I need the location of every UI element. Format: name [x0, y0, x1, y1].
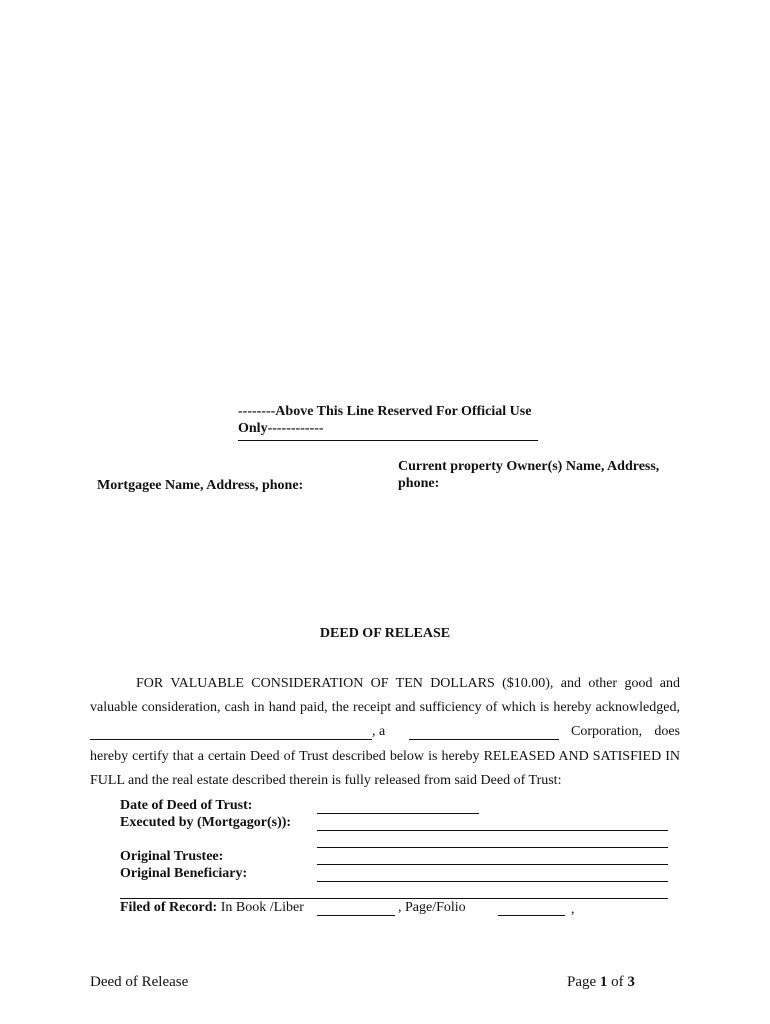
- official-use-line1: --------Above This Line Reserved For Official Use: [238, 404, 532, 419]
- body-line-4: hereby certify that a certain Deed of Trust described below is hereby RELEASED AND SATISFIED IN: [90, 749, 680, 764]
- page-indicator: [567, 974, 635, 991]
- original-beneficiary-blank[interactable]: [317, 881, 668, 882]
- mortgagee-label: Mortgagee Name, Address, phone:: [97, 478, 304, 493]
- original-trustee-label: Original Trustee:: [120, 849, 224, 864]
- fields-divider: [120, 898, 668, 899]
- page-folio-label: , Page/Folio: [398, 900, 466, 915]
- original-beneficiary-label: Original Beneficiary:: [120, 866, 248, 881]
- body-line-5: FULL and the real estate described therein is fully released from said Deed of Trust:: [90, 773, 562, 788]
- in-book-label: In Book /Liber: [220, 900, 304, 915]
- page-prefix: Page: [567, 974, 597, 990]
- page-of: of: [611, 974, 624, 990]
- date-of-deed-blank[interactable]: [317, 813, 479, 814]
- page-folio-blank[interactable]: [498, 915, 565, 916]
- body-line-1: FOR VALUABLE CONSIDERATION OF TEN DOLLARS ($10.00), and other good and: [136, 676, 680, 691]
- executed-by-blank-2[interactable]: [317, 847, 668, 848]
- filed-of-record-row: [120, 900, 304, 916]
- corporation-state-blank[interactable]: [409, 739, 559, 740]
- filed-of-record-label: Filed of Record:: [120, 900, 218, 915]
- executed-by-blank-1[interactable]: [317, 830, 668, 831]
- body-line-3-corporation: Corporation, does: [571, 724, 680, 739]
- body-line-2: valuable consideration, cash in hand paid, the receipt and sufficiency of which is hereby acknowledged,: [90, 700, 680, 715]
- owner-label-line1: Current property Owner(s) Name, Address,: [398, 459, 660, 474]
- grantor-name-blank[interactable]: [90, 739, 372, 740]
- official-use-divider: [238, 440, 538, 441]
- document-title: DEED OF RELEASE: [319, 626, 451, 641]
- official-use-line2: Only------------: [238, 421, 324, 436]
- footer-title: Deed of Release: [90, 974, 189, 990]
- owner-label-line2: phone:: [398, 476, 440, 491]
- body-line-3-comma-a: , a: [372, 724, 386, 739]
- original-trustee-blank[interactable]: [317, 864, 668, 865]
- executed-by-label: Executed by (Mortgagor(s)):: [120, 815, 292, 830]
- trailing-comma: ,: [571, 902, 575, 917]
- page-number: 1: [599, 974, 608, 990]
- book-liber-blank[interactable]: [317, 915, 395, 916]
- date-of-deed-label: Date of Deed of Trust:: [120, 798, 253, 813]
- page-total: 3: [627, 974, 635, 990]
